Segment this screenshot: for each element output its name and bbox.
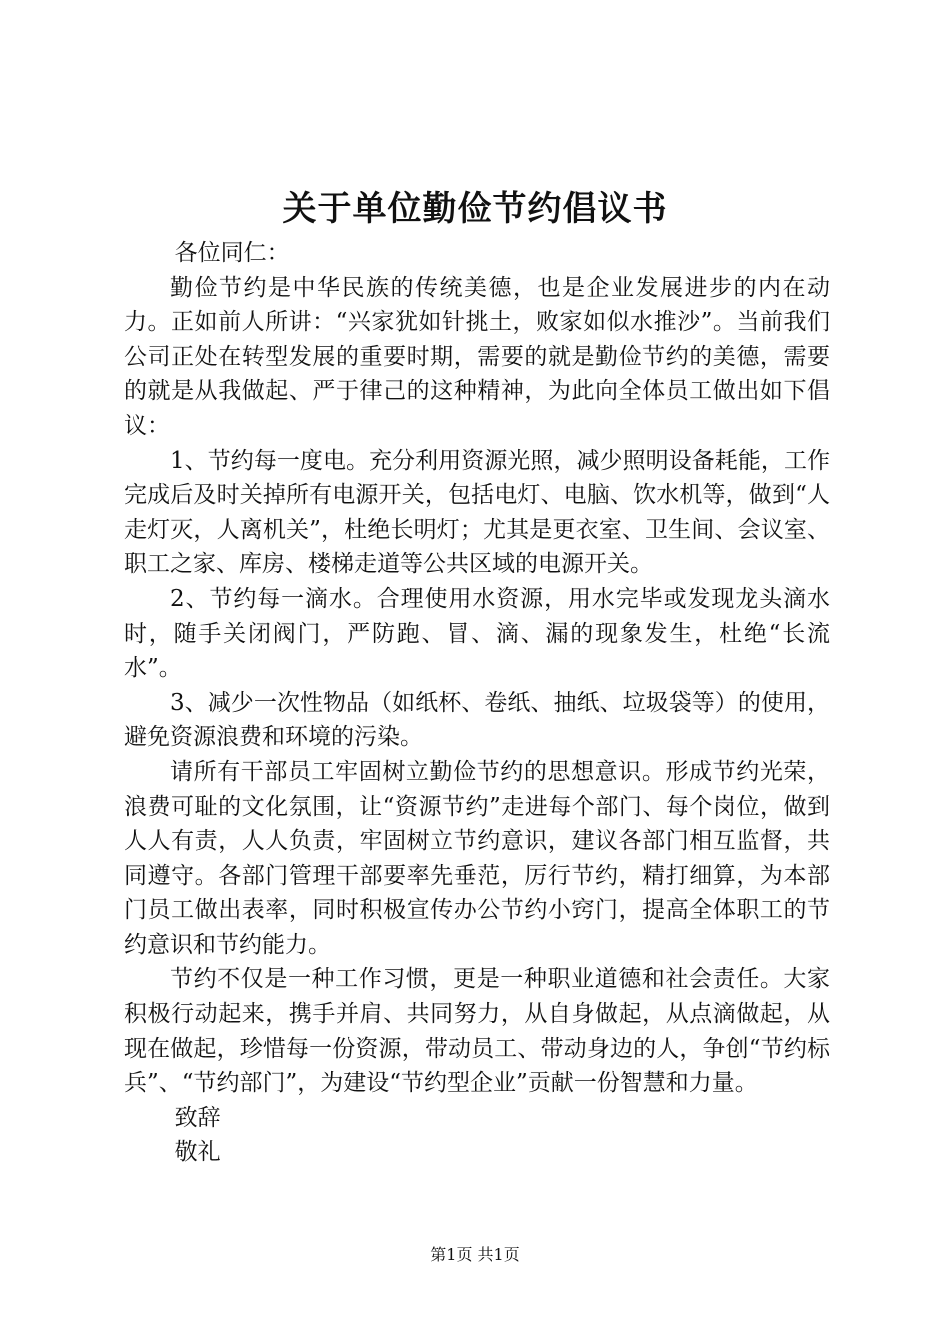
- closing-line-2: 敬礼: [174, 1139, 221, 1166]
- page-number-footer: 第1页 共1页: [430, 1245, 520, 1264]
- paragraph-intro: 勤俭节约是中华民族的传统美德，也是企业发展进步的内在动力。正如前人所讲：“兴家犹如针挑土，败家如似水推沙”。当前我们公司正处在转型发展的重要时期，需要的就是勤俭节约的美德，需要的就是从我做起、严于律己的这种精神，为此向全体员工做出如下倡议：: [124, 274, 830, 439]
- paragraph-conclusion: 节约不仅是一种工作习惯，更是一种职业道德和社会责任。大家积极行动起来，携手并肩、共同努力，从自身做起，从点滴做起，从现在做起，珍惜每一份资源，带动员工、带动身边的人，争创“节约标兵”、“节约部门”，为建设“节约型企业”贡献一份智慧和力量。: [124, 966, 830, 1097]
- document-body: [124, 236, 830, 1170]
- greeting: 各位同仁：: [174, 240, 290, 266]
- paragraph-item-2: 2、节约每一滴水。合理使用水资源，用水完毕或发现龙头滴水时，随手关闭阀门，严防跑、冒、滴、漏的现象发生，杜绝“长流水”。: [124, 585, 830, 682]
- document-title: 关于单位勤俭节约倡议书: [282, 189, 668, 229]
- paragraph-call-to-action: 请所有干部员工牢固树立勤俭节约的思想意识。形成节约光荣，浪费可耻的文化氛围，让“资源节约”走进每个部门、每个岗位，做到人人有责，人人负责，牢固树立节约意识，建议各部门相互监督，共同遵守。各部门管理干部要率先垂范，厉行节约，精打细算，为本部门员工做出表率，同时积极宣传办公节约小窍门，提高全体职工的节约意识和节约能力。: [124, 758, 830, 958]
- paragraph-item-3: 3、减少一次性物品（如纸杯、卷纸、抽纸、垃圾袋等）的使用，避免资源浪费和环境的污染。: [124, 689, 830, 751]
- closing-line-1: 致辞: [174, 1104, 221, 1131]
- paragraph-item-1: 1、节约每一度电。充分利用资源光照，减少照明设备耗能，工作完成后及时关掉所有电源开关，包括电灯、电脑、饮水机等，做到“人走灯灭，人离机关”，杜绝长明灯；尤其是更衣室、卫生间、会议室、职工之家、库房、楼梯走道等公共区域的电源开关。: [124, 447, 830, 578]
